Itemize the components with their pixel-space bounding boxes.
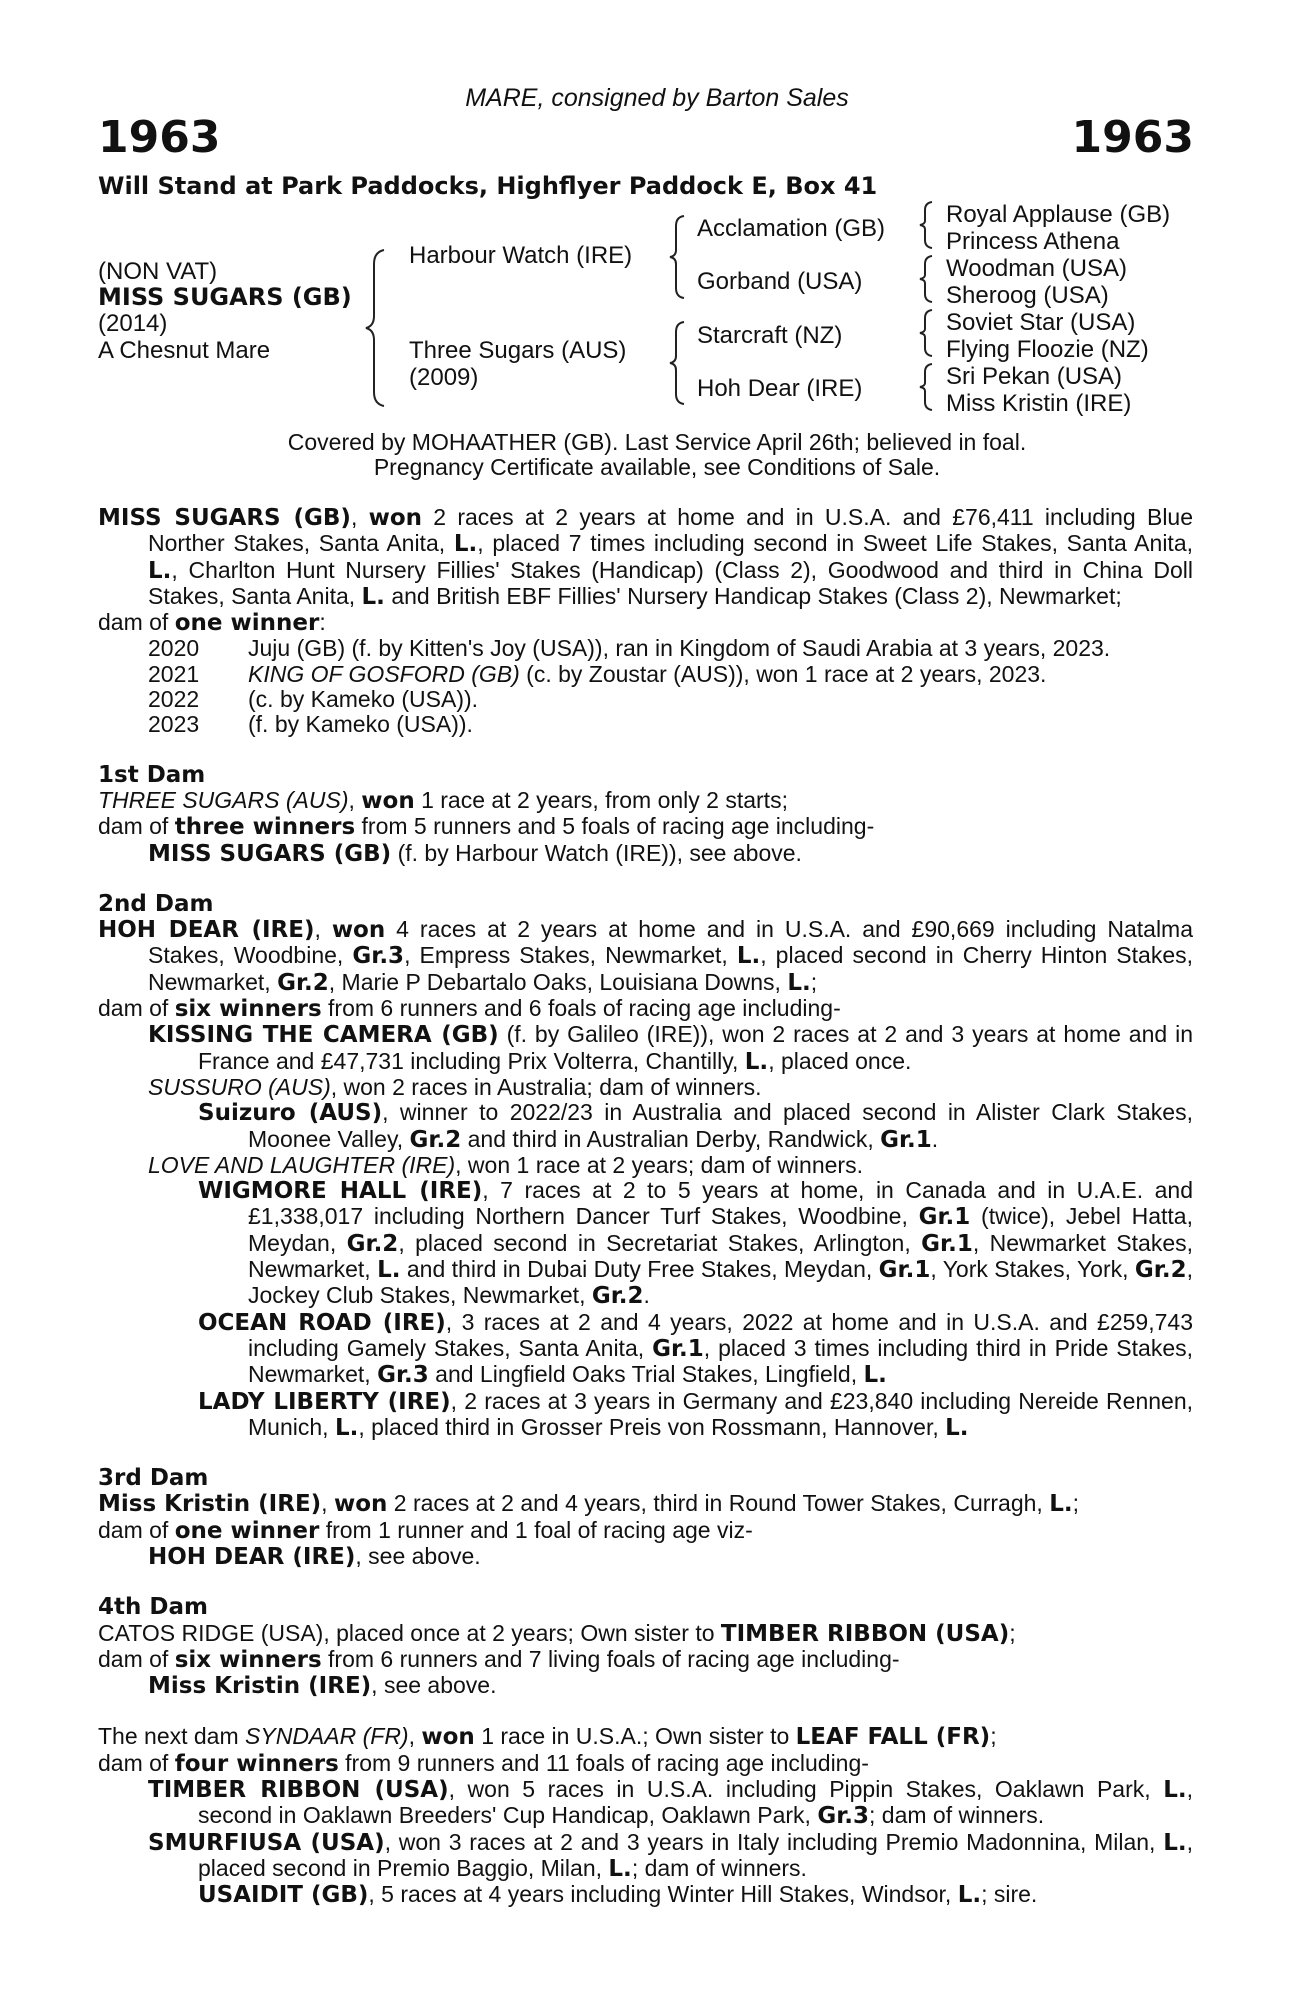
fourth-dam-record — [98, 1621, 1193, 1647]
pedigree-sire-sire: Acclamation (GB) — [697, 215, 886, 242]
horse-vat: (NON VAT) — [98, 258, 218, 285]
dam-of-count: six winners — [174, 996, 322, 1023]
offspring-love-and-laughter — [98, 1153, 1193, 1178]
second-dam-dam-of — [98, 996, 1193, 1022]
record-text: , 3 races at 2 and 4 years, 2022 at home and in U.S.A. and £259,743 including Gamely Stakes, Santa Anita, — [248, 1308, 1193, 1361]
first-dam-dam-of — [98, 814, 1193, 840]
second-dam-heading: 2nd Dam — [98, 890, 214, 917]
third-dam-record: Miss Kristin (IRE), won 2 races at 2 and 4 years, third in Round Tower Stakes, Curragh, L.; — [98, 1490, 1079, 1518]
record-text: , placed second in Cherry Hinton Stakes, Newmarket, — [148, 942, 1194, 995]
record-text: , York Stakes, York, — [930, 1256, 1135, 1283]
record-text: ; — [1009, 1619, 1016, 1646]
child-text: , see above. — [371, 1672, 497, 1699]
produce-row — [98, 687, 1193, 712]
main-won: won — [368, 505, 423, 531]
record-text: 4 races at 2 years at home and in U.S.A. and £90,669 including Natalma Stakes, Woodbine, — [148, 916, 1194, 969]
record-text: . — [643, 1282, 650, 1309]
record-text: The next dam — [98, 1723, 246, 1750]
listed-mark: L. — [945, 1414, 969, 1441]
dam-of-suffix: : — [319, 609, 326, 636]
grade-mark: Gr.1 — [880, 1126, 932, 1153]
grade-mark: Gr.3 — [817, 1803, 870, 1830]
next-dam-name: SYNDAAR (FR) — [245, 1723, 409, 1750]
record-text: ; — [810, 968, 818, 995]
record-text: , placed second in Secretariat Stakes, Arlington, — [398, 1229, 922, 1256]
child-name: MISS SUGARS (GB) — [148, 840, 392, 867]
dam-of-prefix: dam of — [98, 813, 175, 840]
fourth-dam-child — [98, 1673, 1193, 1699]
pedigree-brace-g3 — [918, 308, 936, 358]
child-name: Miss Kristin (IRE) — [148, 1673, 372, 1700]
record-text: , 5 races at 4 years including Winter Hill Stakes, Windsor, — [368, 1881, 958, 1908]
produce-text: (c. by Kameko (USA)). — [248, 686, 479, 713]
record-text: , won 2 races in Australia; dam of winners. — [330, 1073, 762, 1100]
dam-of-prefix: dam of — [98, 609, 175, 636]
won-label: won — [361, 787, 415, 814]
fourth-dam-heading: 4th Dam — [98, 1594, 208, 1621]
sister-name: TIMBER RIBBON (USA) — [720, 1620, 1010, 1647]
produce-year: 2021 — [148, 660, 200, 687]
listed-mark: L. — [744, 1048, 769, 1075]
dam-of-prefix: dam of — [98, 1749, 175, 1776]
record-text: , second in Oaklawn Breeders' Cup Handicap, Oaklawn Park, — [198, 1776, 1193, 1829]
pedigree-brace-g2 — [918, 254, 936, 304]
offspring-suizuro — [98, 1100, 1193, 1153]
second-dam-name: HOH DEAR (IRE) — [98, 917, 315, 944]
offspring-ocean-road — [98, 1310, 1193, 1389]
record-text: and Lingfield Oaks Trial Stakes, Lingfield, — [428, 1361, 864, 1388]
listed-mark: L. — [1049, 1491, 1073, 1518]
record-text: , placed third in Grosser Preis von Rossmann, Hannover, — [358, 1413, 946, 1440]
record-text: , — [408, 1723, 422, 1750]
third-dam-dam-of — [98, 1518, 1193, 1544]
produce-text: (c. by Zoustar (AUS)), won 1 race at 2 years, 2023. — [519, 660, 1047, 687]
pedigree-gdam-6: Flying Floozie (NZ) — [946, 336, 1149, 363]
record-text: ; — [990, 1723, 997, 1750]
consignor-line: MARE, consigned by Barton Sales — [465, 84, 849, 112]
first-dam-heading: 1st Dam — [98, 761, 206, 788]
second-dam-record: HOH DEAR (IRE), won 4 races at 2 years at home and in U.S.A. and £90,669 including Natalma Stakes, Woodbine, Gr.3, Empress Stakes, Newmarket, L., placed second in Cherry Hinton Stakes, Newmarket, Gr.2, Marie P Debartalo Oaks, Louisiana Downs, L.; — [98, 916, 1194, 996]
dam-of-suffix: from 6 runners and 6 foals of racing age including- — [321, 995, 841, 1022]
first-dam-child — [98, 841, 1193, 867]
record-text: , won 3 races at 2 and 3 years in Italy including Premio Madonnina, Milan, — [384, 1828, 1164, 1855]
third-dam-child — [98, 1544, 1193, 1570]
record-text: , won 5 races in U.S.A. including Pippin Stakes, Oaklawn Park, — [448, 1776, 1164, 1803]
main-record-1: 2 races at 2 years at home and in U.S.A. and £76,411 including Blue Norther Stakes, Santa Anita, — [148, 504, 1194, 557]
pedigree-gdam-7: Sri Pekan (USA) — [946, 363, 1123, 390]
offspring-usaidit — [98, 1882, 1193, 1908]
produce-name: KING OF GOSFORD (GB) — [248, 660, 520, 687]
listed-mark: L. — [1163, 1777, 1187, 1804]
main-record-4: and British EBF Fillies' Nursery Handicap Stakes (Class 2), Newmarket; — [384, 582, 1122, 609]
pedigree-brace-main — [364, 248, 388, 408]
record-text: ; — [1072, 1490, 1079, 1517]
pedigree-brace-dam — [668, 320, 688, 406]
record-text: , Jockey Club Stakes, Newmarket, — [248, 1256, 1193, 1309]
record-text: (f. by Galileo (IRE)), won 2 races at 2 and 3 years at home and in France and £47,731 including Prix Volterra, Chantilly, — [198, 1021, 1194, 1074]
record-text: , 7 races at 2 to 5 years at home, in Canada and in U.A.E. and £1,338,017 including Northern Dancer Turf Stakes, Woodbine, — [248, 1177, 1194, 1230]
grade-mark: Gr.2 — [277, 969, 329, 996]
dam-of-suffix: from 9 runners and 11 foals of racing age including- — [338, 1749, 869, 1776]
grade-mark: Gr.1 — [918, 1204, 971, 1231]
pedigree-gdam-8: Miss Kristin (IRE) — [946, 390, 1132, 417]
lot-number-left: 1963 — [98, 112, 221, 163]
record-text: CATOS RIDGE (USA), placed once at 2 years; Own sister to — [98, 1619, 721, 1646]
pedigree-dam-sire: Starcraft (NZ) — [697, 322, 843, 349]
main-record-3: , Charlton Hunt Nursery Fillies' Stakes (Handicap) (Class 2), Goodwood and third in China Doll Stakes, Santa Anita, — [148, 556, 1193, 609]
dam-of-suffix: from 5 runners and 5 foals of racing age including- — [355, 813, 875, 840]
horse-name: MISS SUGARS (GB) — [98, 283, 352, 311]
grade-mark: Gr.2 — [346, 1230, 399, 1257]
pedigree-gdam-5: Soviet Star (USA) — [946, 309, 1136, 336]
pedigree-dam-year: (2009) — [409, 364, 479, 391]
listed-mark: L. — [736, 943, 761, 970]
record-text: , Newmarket Stakes, Newmarket, — [248, 1229, 1194, 1283]
pedigree-brace-g4 — [918, 362, 936, 412]
first-dam-name: THREE SUGARS (AUS) — [98, 786, 349, 813]
grade-mark: Gr.2 — [591, 1283, 644, 1310]
dam-of-count: four winners — [174, 1750, 339, 1777]
offspring-name: LOVE AND LAUGHTER (IRE) — [148, 1151, 456, 1178]
pedigree-gdam-3: Woodman (USA) — [946, 255, 1127, 282]
pedigree-dam: Three Sugars (AUS) — [409, 337, 627, 364]
grade-mark: Gr.2 — [409, 1126, 462, 1153]
record-text: , won 1 race at 2 years; dam of winners. — [455, 1151, 863, 1178]
record-text: , placed 3 times including third in Pride Stakes, Newmarket, — [248, 1334, 1193, 1388]
grade-mark: Gr.1 — [921, 1230, 973, 1257]
next-dam-record — [98, 1724, 1193, 1750]
fourth-dam-dam-of — [98, 1647, 1193, 1673]
offspring-name: TIMBER RIBBON (USA) — [148, 1777, 449, 1804]
listed-mark: L. — [787, 969, 811, 996]
record-text: ; sire. — [981, 1881, 1038, 1908]
covered-line-1: Covered by MOHAATHER (GB). Last Service April 26th; believed in foal. — [287, 429, 1027, 455]
listed-mark: L. — [361, 583, 385, 610]
record-text: (twice), Jebel Hatta, Meydan, — [248, 1203, 1193, 1256]
main-horse-record: MISS SUGARS (GB), won 2 races at 2 years at home and in U.S.A. and £76,411 including Blue Norther Stakes, Santa Anita, L., placed 7 times including second in Sweet Life Stakes, Santa Anita, L., Charlton Hunt Nursery Fillies' Stakes (Handicap) (Class 2), Goodwood and third in China Doll Stakes, Santa Anita, L. and British EBF Fillies' Nursery Handicap Stakes (Class 2), Newmarket; — [98, 504, 1194, 610]
child-text: (f. by Harbour Watch (IRE)), see above. — [391, 839, 802, 866]
pedigree-gdam-2: Princess Athena — [946, 228, 1120, 255]
listed-mark: L. — [1163, 1829, 1187, 1856]
dam-of-prefix: dam of — [98, 1516, 175, 1543]
dam-of-count: three winners — [174, 814, 356, 841]
pedigree-gdam-4: Sheroog (USA) — [946, 282, 1109, 309]
record-text: 1 race in U.S.A.; Own sister to — [474, 1723, 796, 1750]
won-label: won — [331, 917, 386, 944]
produce-year: 2023 — [148, 711, 200, 738]
offspring-name: USAIDIT (GB) — [198, 1882, 369, 1909]
produce-row — [98, 712, 1193, 737]
offspring-name: SMURFIUSA (USA) — [148, 1829, 385, 1856]
offspring-name: WIGMORE HALL (IRE) — [198, 1178, 483, 1205]
produce-text: Juju (GB) (f. by Kitten's Joy (USA)), ran in Kingdom of Saudi Arabia at 3 years, 2023. — [248, 635, 1111, 662]
record-text: 2 races at 2 and 4 years, third in Round Tower Stakes, Curragh, — [387, 1490, 1050, 1517]
main-record-2: , placed 7 times including second in Sweet Life Stakes, Santa Anita, — [477, 530, 1193, 557]
produce-year: 2020 — [148, 635, 200, 662]
dam-of-suffix: from 1 runner and 1 foal of racing age viz- — [319, 1516, 753, 1543]
record-text: and third in Dubai Duty Free Stakes, Meydan, — [400, 1256, 879, 1283]
listed-mark: L. — [608, 1855, 632, 1882]
record-text: . — [931, 1125, 939, 1152]
offspring-sussuro — [98, 1075, 1193, 1100]
grade-mark: Gr.1 — [878, 1257, 931, 1284]
third-dam-name: Miss Kristin (IRE) — [98, 1491, 322, 1518]
next-dam-dam-of — [98, 1751, 1193, 1777]
listed-mark: L. — [334, 1414, 359, 1441]
offspring-kissing-the-camera — [98, 1022, 1193, 1075]
record-text: , placed second in Premio Baggio, Milan, — [198, 1828, 1193, 1881]
covered-note — [0, 430, 1314, 480]
first-dam-text: 1 race at 2 years, from only 2 starts; — [414, 786, 788, 813]
pedigree-brace-g1 — [918, 200, 936, 250]
dam-of-prefix: dam of — [98, 1645, 175, 1672]
record-text: , winner to 2022/23 in Australia and placed second in Alister Clark Stakes, Moonee Valley, — [248, 1099, 1193, 1152]
sister-name: LEAF FALL (FR) — [795, 1724, 991, 1751]
offspring-name: LADY LIBERTY (IRE) — [198, 1388, 451, 1415]
pedigree-brace-sire — [668, 214, 688, 300]
offspring-wigmore-hall — [98, 1178, 1193, 1309]
pedigree-gdam-1: Royal Applause (GB) — [946, 201, 1171, 228]
produce-year: 2022 — [148, 686, 200, 713]
horse-year: (2014) — [98, 310, 168, 337]
catalogue-body — [98, 505, 1193, 1909]
offspring-name: OCEAN ROAD (IRE) — [198, 1309, 446, 1336]
won-label: won — [421, 1724, 475, 1751]
lot-number-right: 1963 — [1071, 112, 1194, 163]
main-dam-of — [98, 610, 1193, 636]
listed-mark: L. — [957, 1882, 982, 1909]
grade-mark: Gr.1 — [652, 1335, 704, 1362]
main-horse-name: MISS SUGARS (GB) — [98, 505, 351, 531]
grade-mark: Gr.2 — [1134, 1257, 1187, 1284]
listed-mark: L. — [453, 531, 478, 558]
pedigree-sire-dam: Gorband (USA) — [697, 268, 863, 295]
dam-of-count: one winner — [174, 1517, 320, 1544]
dam-of-count: one winner — [174, 610, 320, 637]
grade-mark: Gr.3 — [377, 1362, 429, 1389]
offspring-smurfiusa — [98, 1830, 1193, 1883]
dam-of-prefix: dam of — [98, 995, 175, 1022]
stand-location: Will Stand at Park Paddocks, Highflyer Paddock E, Box 41 — [98, 172, 878, 200]
horse-description: A Chesnut Mare — [98, 337, 271, 364]
record-text: , placed once. — [768, 1047, 912, 1074]
dam-of-count: six winners — [174, 1646, 322, 1673]
covered-line-2: Pregnancy Certificate available, see Conditions of Sale. — [373, 454, 941, 480]
record-text: , Marie P Debartalo Oaks, Louisiana Downs, — [328, 968, 788, 995]
offspring-lady-liberty — [98, 1389, 1193, 1442]
child-name: HOH DEAR (IRE) — [148, 1543, 356, 1570]
child-text: , see above. — [355, 1542, 481, 1569]
produce-text: (f. by Kameko (USA)). — [248, 711, 473, 738]
produce-row — [98, 662, 1193, 687]
record-text: ; dam of winners. — [869, 1802, 1045, 1829]
listed-mark: L. — [863, 1362, 887, 1389]
grade-mark: Gr.3 — [352, 943, 405, 970]
record-text: , Empress Stakes, Newmarket, — [404, 942, 737, 969]
offspring-timber-ribbon — [98, 1777, 1193, 1830]
pedigree-sire: Harbour Watch (IRE) — [409, 242, 633, 269]
record-text: , 2 races at 3 years in Germany and £23,840 including Nereide Rennen, Munich, — [248, 1387, 1194, 1440]
offspring-name: Suizuro (AUS) — [198, 1100, 383, 1127]
record-text: and third in Australian Derby, Randwick, — [461, 1125, 881, 1152]
listed-mark: L. — [148, 557, 172, 584]
record-text: ; dam of winners. — [631, 1854, 807, 1881]
produce-row — [98, 636, 1193, 661]
offspring-name: SUSSURO (AUS) — [148, 1073, 331, 1100]
pedigree-dam-dam: Hoh Dear (IRE) — [697, 375, 863, 402]
offspring-name: KISSING THE CAMERA (GB) — [148, 1022, 499, 1049]
listed-mark: L. — [377, 1257, 401, 1284]
third-dam-heading: 3rd Dam — [98, 1465, 209, 1492]
dam-of-suffix: from 6 runners and 7 living foals of racing age including- — [321, 1645, 900, 1672]
won-label: won — [333, 1491, 388, 1518]
first-dam-record: THREE SUGARS (AUS), won 1 race at 2 years, from only 2 starts; — [98, 786, 788, 814]
